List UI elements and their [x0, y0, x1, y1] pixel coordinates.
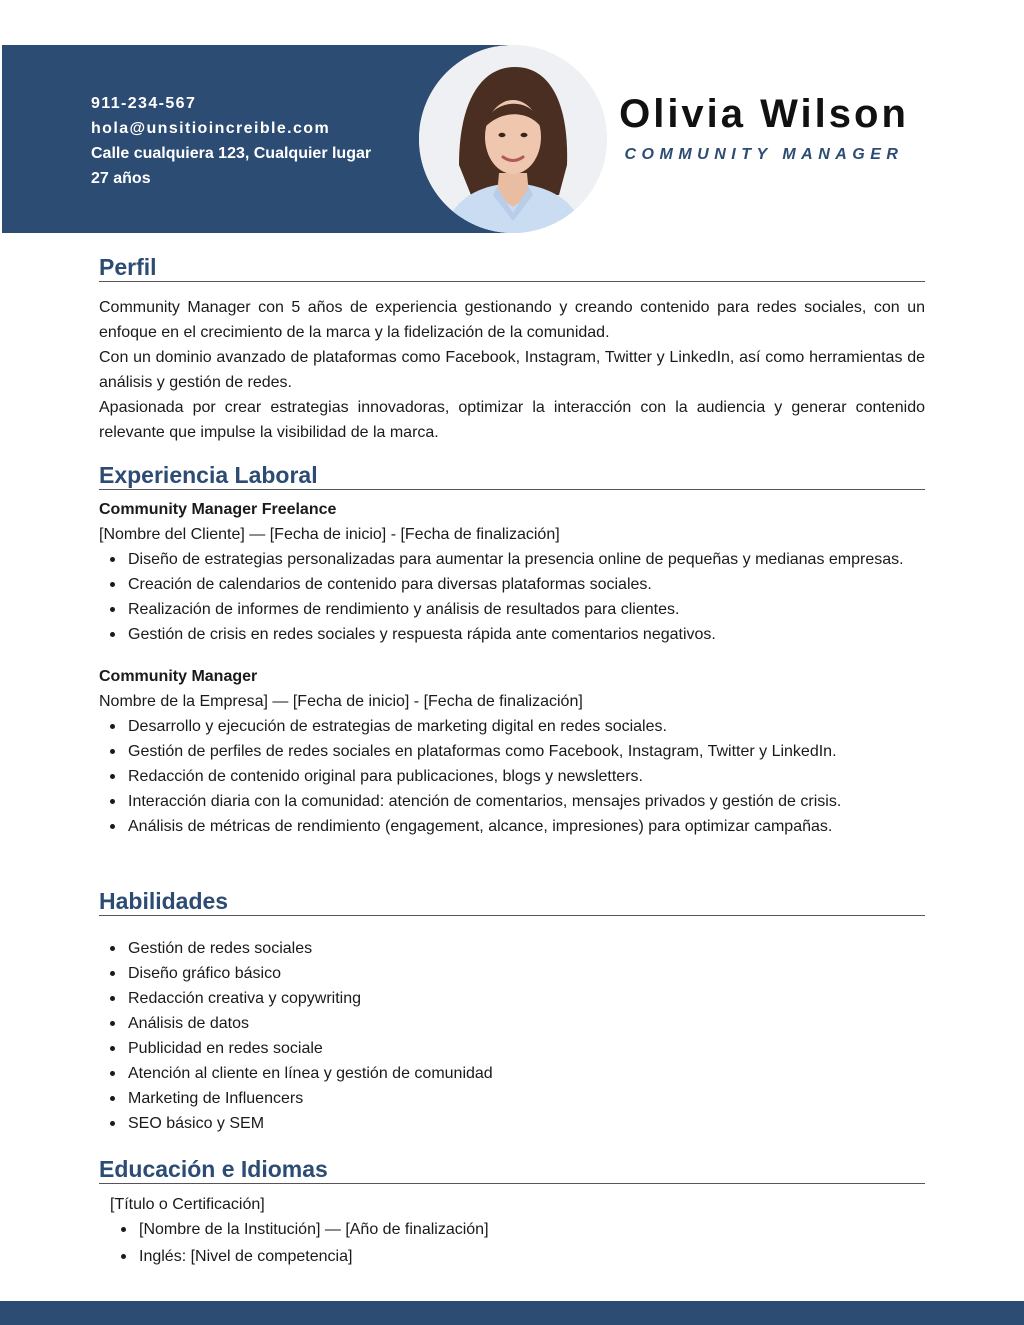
- contact-block: [91, 91, 371, 191]
- list-item: Inglés: [Nivel de competencia]: [139, 1244, 925, 1269]
- list-item: Gestión de redes sociales: [128, 936, 925, 961]
- job-meta: [Nombre del Cliente] — [Fecha de inicio] - [Fecha de finalización]: [99, 526, 560, 543]
- list-item: Desarrollo y ejecución de estrategias de marketing digital en redes sociales.: [128, 714, 925, 739]
- candidate-role: COMMUNITY MANAGER: [624, 146, 904, 163]
- list-item: Gestión de perfiles de redes sociales en plataformas como Facebook, Instagram, Twitter y LinkedIn.: [128, 739, 925, 764]
- experience-section: [99, 461, 925, 839]
- list-item: Análisis de métricas de rendimiento (engagement, alcance, impresiones) para optimizar campañas.: [128, 814, 925, 839]
- list-item: Diseño gráfico básico: [128, 961, 925, 986]
- profile-paragraph: Community Manager con 5 años de experiencia gestionando y creando contenido para redes sociales, con un enfoque en el crecimiento de la marca y la fidelización de la comunidad.: [99, 299, 925, 341]
- footer-band: [0, 1301, 1024, 1325]
- job-title: Community Manager Freelance: [99, 501, 337, 518]
- profile-paragraph: Con un dominio avanzado de plataformas como Facebook, Instagram, Twitter y LinkedIn, así como herramientas de análisis y gestión de redes.: [99, 349, 925, 391]
- education-list: [99, 1217, 925, 1269]
- profile-section: [99, 253, 925, 445]
- job-bullets: [99, 714, 925, 839]
- job-entry: [99, 497, 925, 647]
- list-item: SEO básico y SEM: [128, 1111, 925, 1136]
- list-item: Interacción diaria con la comunidad: atención de comentarios, mensajes privados y gestión de crisis.: [128, 789, 925, 814]
- list-item: Diseño de estrategias personalizadas para aumentar la presencia online de pequeñas y medianas empresas.: [128, 547, 925, 572]
- job-bullets: [99, 547, 925, 647]
- list-item: Publicidad en redes sociale: [128, 1036, 925, 1061]
- skills-section: [99, 887, 925, 1136]
- skills-heading: Habilidades: [99, 887, 925, 916]
- profile-photo: [419, 45, 607, 233]
- profile-heading: Perfil: [99, 253, 925, 282]
- contact-email: hola@unsitioincreible.com: [91, 120, 331, 137]
- profile-paragraph: Apasionada por crear estrategias innovadoras, optimizar la interacción con la audiencia y generar contenido relevante que impulse la visibilidad de la marca.: [99, 399, 925, 441]
- experience-heading: Experiencia Laboral: [99, 461, 925, 490]
- list-item: Marketing de Influencers: [128, 1086, 925, 1111]
- list-item: Gestión de crisis en redes sociales y respuesta rápida ante comentarios negativos.: [128, 622, 925, 647]
- job-entry: [99, 664, 925, 839]
- list-item: Redacción creativa y copywriting: [128, 986, 925, 1011]
- education-degree: [Título o Certificación]: [110, 1196, 265, 1213]
- education-heading: Educación e Idiomas: [99, 1155, 925, 1184]
- job-title: Community Manager: [99, 668, 258, 685]
- contact-age: 27 años: [91, 170, 151, 187]
- candidate-name: Olivia Wilson: [619, 92, 909, 136]
- list-item: Creación de calendarios de contenido para diversas plataformas sociales.: [128, 572, 925, 597]
- portrait-illustration: [419, 45, 607, 233]
- education-section: [99, 1155, 925, 1269]
- list-item: [Nombre de la Institución] — [Año de finalización]: [139, 1217, 925, 1242]
- job-meta: Nombre de la Empresa] — [Fecha de inicio] - [Fecha de finalización]: [99, 693, 583, 710]
- list-item: Realización de informes de rendimiento y análisis de resultados para clientes.: [128, 597, 925, 622]
- contact-address: Calle cualquiera 123, Cualquier lugar: [91, 145, 372, 162]
- contact-phone: 911-234-567: [91, 95, 197, 112]
- list-item: Atención al cliente en línea y gestión de comunidad: [128, 1061, 925, 1086]
- profile-text: [99, 295, 925, 445]
- skills-list: [99, 936, 925, 1136]
- list-item: Análisis de datos: [128, 1011, 925, 1036]
- list-item: Redacción de contenido original para publicaciones, blogs y newsletters.: [128, 764, 925, 789]
